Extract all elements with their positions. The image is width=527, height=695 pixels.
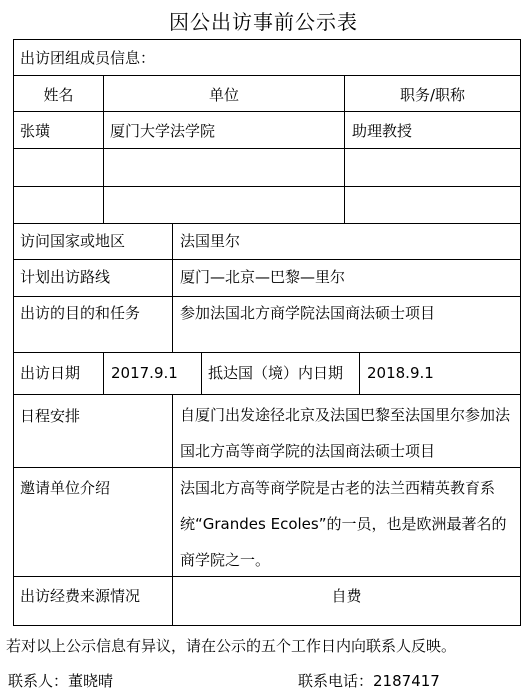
country-value: 法国里尔 xyxy=(180,232,241,250)
purpose-label: 出访的目的和任务 xyxy=(20,304,141,322)
route-value: 厦门—北京—巴黎—里尔 xyxy=(180,268,346,286)
row-divider xyxy=(14,186,520,187)
contact-person xyxy=(8,670,113,691)
contact-phone xyxy=(298,670,440,691)
row-divider xyxy=(14,259,520,260)
notice-text: 若对以上公示信息有异议，请在公示的五个工作日内向联系人反映。 xyxy=(6,637,457,655)
country-label: 访问国家或地区 xyxy=(20,232,126,250)
member-name: 张璜 xyxy=(20,122,51,140)
row-divider xyxy=(14,394,520,395)
page-title: 因公出访事前公示表 xyxy=(169,10,358,34)
phone-value: 2187417 xyxy=(373,672,440,690)
column-header-unit: 单位 xyxy=(208,86,239,104)
column-header-name: 姓名 xyxy=(43,86,74,104)
purpose-value: 参加法国北方商学院法国商法硕士项目 xyxy=(180,304,436,322)
schedule-value: 自厦门出发途径北京及法国巴黎至法国里尔参加法国北方高等商学院的法国商法硕士项目 xyxy=(180,406,511,460)
funding-label: 出访经费来源情况 xyxy=(20,587,141,605)
schedule-label: 日程安排 xyxy=(20,407,81,425)
invite-label: 邀请单位介绍 xyxy=(20,479,111,497)
route-label: 计划出访路线 xyxy=(20,268,111,286)
contact-name: 董晓晴 xyxy=(68,672,114,690)
return-date-label: 抵达国（境）内日期 xyxy=(208,364,344,382)
member-position: 助理教授 xyxy=(352,122,413,140)
col-divider xyxy=(103,352,104,394)
disclosure-table xyxy=(13,39,521,626)
contact-label: 联系人： xyxy=(8,672,69,690)
row-divider xyxy=(14,223,520,224)
column-header-position: 职务/职称 xyxy=(399,86,466,104)
col-divider xyxy=(172,223,173,352)
col-divider xyxy=(201,352,202,394)
phone-label: 联系电话： xyxy=(298,672,374,690)
return-date-value: 2018.9.1 xyxy=(367,364,434,382)
row-divider xyxy=(14,75,520,76)
funding-value: 自费 xyxy=(331,587,362,605)
row-divider xyxy=(14,148,520,149)
row-divider xyxy=(14,296,520,297)
team-info-label: 出访团组成员信息： xyxy=(20,49,156,67)
depart-date-value: 2017.9.1 xyxy=(111,364,178,382)
invite-value: 法国北方高等商学院是古老的法兰西精英教育系统“Grandes Ecoles”的一员，也是欧洲最著名的商学院之一。 xyxy=(180,479,507,569)
row-divider xyxy=(14,111,520,112)
depart-date-label: 出访日期 xyxy=(20,364,81,382)
col-divider xyxy=(359,352,360,394)
row-divider xyxy=(14,352,520,353)
member-unit: 厦门大学法学院 xyxy=(110,122,216,140)
